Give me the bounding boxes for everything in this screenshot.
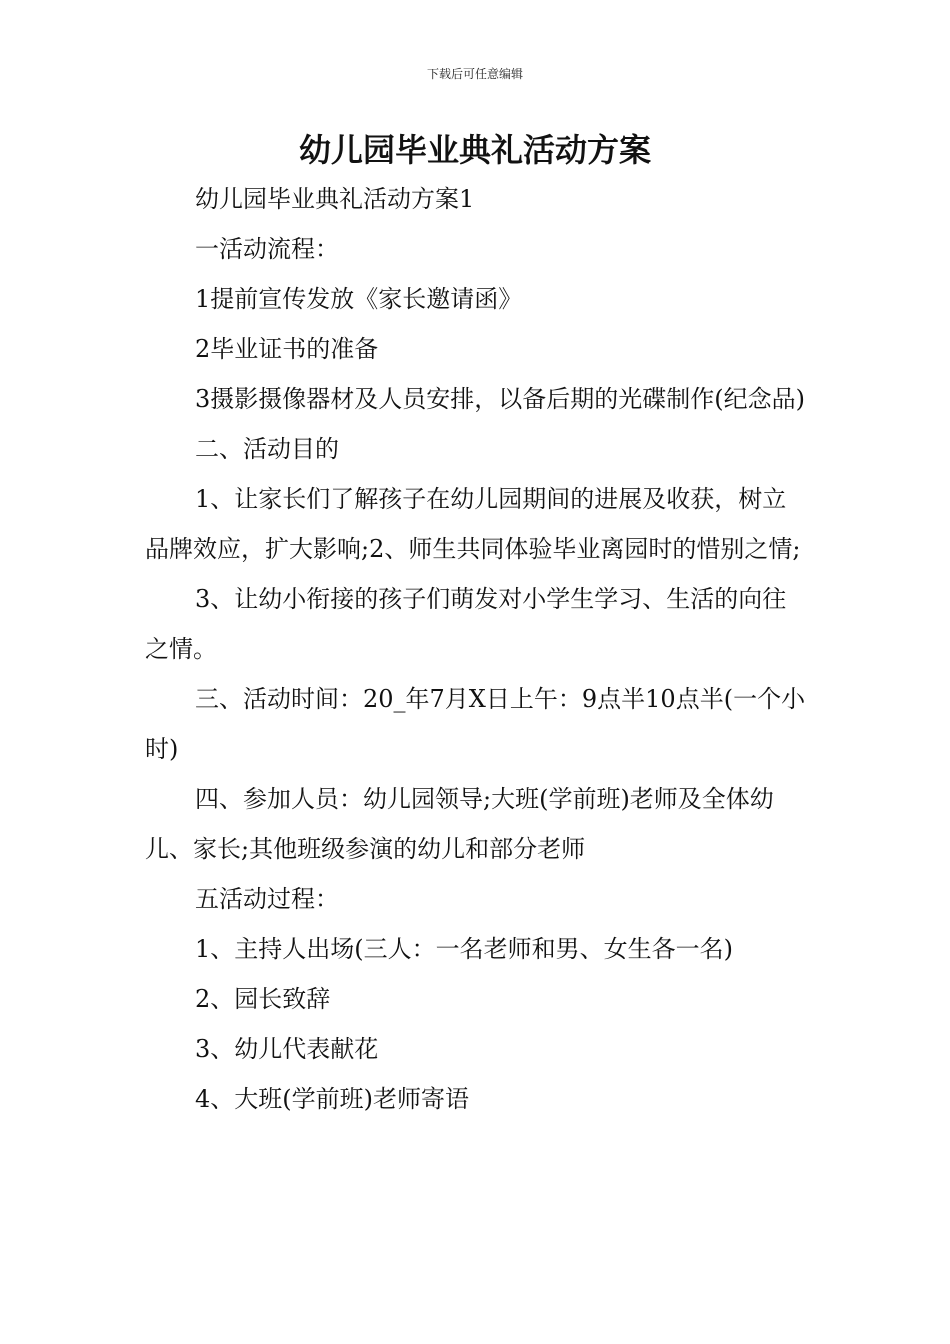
paragraph-process-2: 2、园长致辞 — [195, 985, 331, 1013]
paragraph-process-4: 4、大班(学前班)老师寄语 — [195, 1085, 469, 1113]
paragraph-subtitle: 幼儿园毕业典礼活动方案1 — [195, 185, 475, 213]
header-note: 下载后可任意编辑 — [426, 67, 523, 81]
paragraph-flow-item-3: 3摄影摄像器材及人员安排，以备后期的光碟制作(纪念品) — [195, 385, 805, 413]
paragraph-purpose-3: 3、让幼小衔接的孩子们萌发对小学生学习、生活的向往之情。 — [145, 585, 787, 663]
paragraph-section-2-heading: 二、活动目的 — [195, 435, 339, 463]
paragraph-participants: 四、参加人员：幼儿园领导;大班(学前班)老师及全体幼儿、家长;其他班级参演的幼儿和部分老师 — [145, 785, 774, 863]
document-title: 幼儿园毕业典礼活动方案 — [298, 131, 651, 169]
paragraph-time: 三、活动时间：20_年7月X日上午：9点半10点半(一个小时) — [145, 685, 806, 763]
paragraph-flow-item-1: 1提前宣传发放《家长邀请函》 — [195, 285, 523, 313]
paragraph-section-1-heading: 一活动流程： — [195, 235, 339, 263]
paragraph-section-5-heading: 五活动过程： — [195, 885, 339, 913]
paragraph-purpose-1-2: 1、让家长们了解孩子在幼儿园期间的进展及收获，树立品牌效应，扩大影响;2、师生共同体验毕业离园时的惜别之情; — [145, 485, 801, 563]
document-body — [145, 174, 810, 1124]
paragraph-process-3: 3、幼儿代表献花 — [195, 1035, 379, 1063]
paragraph-flow-item-2: 2毕业证书的准备 — [195, 335, 379, 363]
paragraph-process-1: 1、主持人出场(三人：一名老师和男、女生各一名) — [195, 935, 733, 963]
